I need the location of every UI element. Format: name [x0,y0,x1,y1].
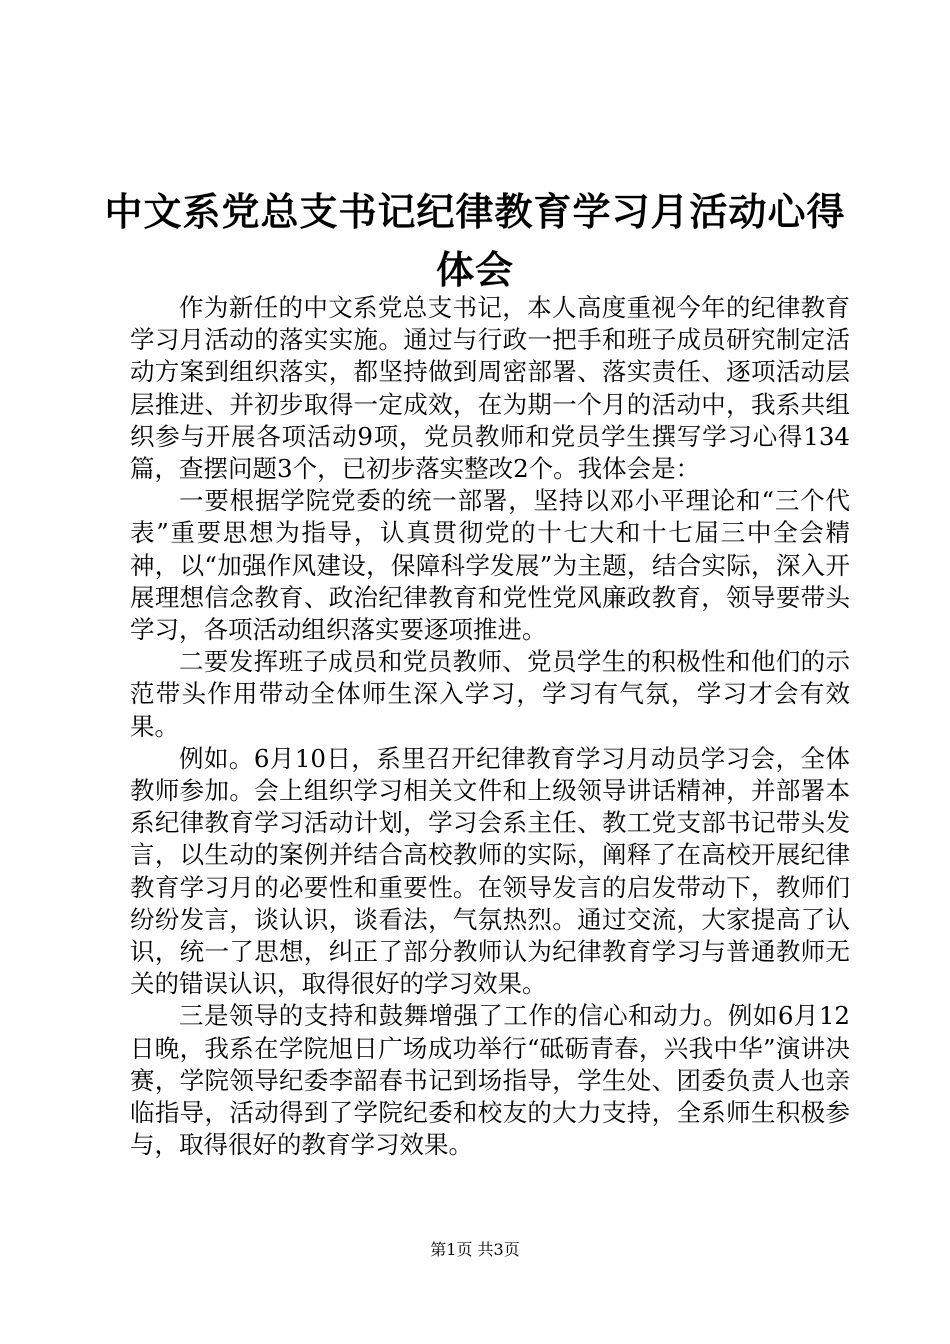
page-number-footer: 第1页 共3页 [430,1240,520,1259]
document-title: 中文系党总支书记纪律教育学习月活动心得体会 [104,190,846,292]
paragraph-point-three: 三是领导的支持和鼓舞增强了工作的信心和动力。例如6月12日晚，我系在学院旭日广场成功举行“砥砺青春，兴我中华”演讲决赛，学院领导纪委李韶春书记到场指导，学生处、团委负责人也亲临指导，活动得到了学院纪委和校友的大力支持，全系师生积极参与，取得很好的教育学习效果。 [130,1001,850,1160]
paragraph-point-one: 一要根据学院党委的统一部署，坚持以邓小平理论和“三个代表”重要思想为指导，认真贯彻党的十七大和十七届三中全会精神，以“加强作风建设，保障科学发展”为主题，结合实际，深入开展理想信念教育、政治纪律教育和党性党风廉政教育，领导要带头学习，各项活动组织落实要逐项推进。 [130,486,850,645]
paragraph-point-two: 二要发挥班子成员和党员教师、党员学生的积极性和他们的示范带头作用带动全体师生深入学习，学习有气氛，学习才会有效果。 [130,647,850,741]
paragraph-intro: 作为新任的中文系党总支书记，本人高度重视今年的纪律教育学习月活动的落实实施。通过与行政一把手和班子成员研究制定活动方案到组织落实，都坚持做到周密部署、落实责任、逐项活动层层推进、并初步取得一定成效，在为期一个月的活动中，我系共组织参与开展各项活动9项，党员教师和党员学生撰写学习心得134篇，查摆问题3个，已初步落实整改2个。我体会是： [130,293,850,484]
paragraph-example-one: 例如。6月10日，系里召开纪律教育学习月动员学习会，全体教师参加。会上组织学习相关文件和上级领导讲话精神，并部署本系纪律教育学习活动计划，学习会系主任、教工党支部书记带头发言，以生动的案例并结合高校教师的实际，阐释了在高校开展纪律教育学习月的必要性和重要性。在领导发言的启发带动下，教师们纷纷发言，谈认识，谈看法，气氛热烈。通过交流，大家提高了认识，统一了思想，纠正了部分教师认为纪律教育学习与普通教师无关的错误认识，取得很好的学习效果。 [130,743,850,999]
document-body [130,292,850,1161]
